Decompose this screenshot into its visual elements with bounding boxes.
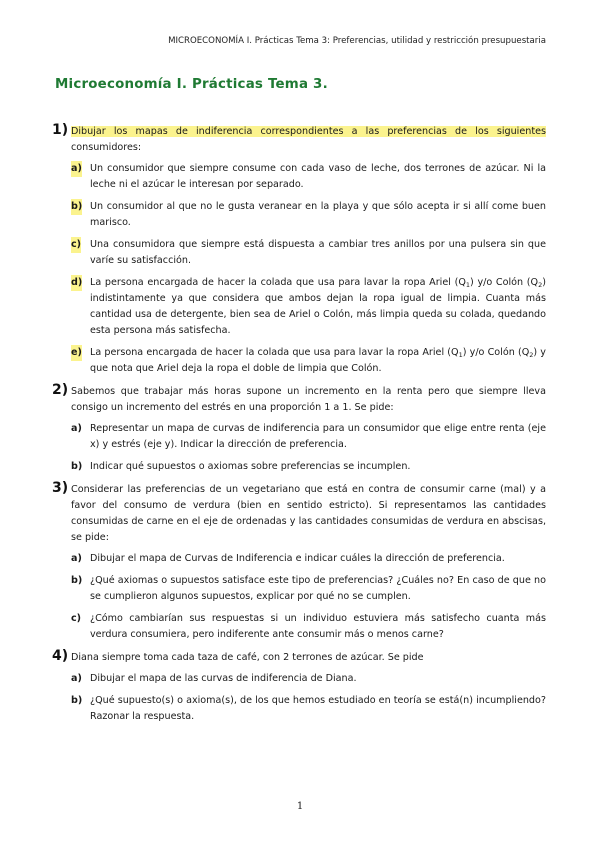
subquestion-label: b) [71,695,83,706]
subquestion-text: ¿Qué axiomas o supuestos satisface este tipo de preferencias? ¿Cuáles no? En caso de que no se cumplieron algunos supuestos, explicar por qué no se cumplen. [90,575,546,602]
question-1 [52,124,546,377]
question-number: 2) [52,382,69,398]
text-fragment: ) indistintamente ya que considera que ambos dejan la ropa igual de limpia. Cuanta más cantidad usa de detergente, bien sea de Ariel o Colón, más limpia queda su colada, quedando esta persona más satisfecha. [90,277,546,336]
page-title: Microeconomía I. Prácticas Tema 3. [55,77,328,92]
subquestion-3c [71,611,546,643]
subquestion-text: ¿Qué supuesto(s) o axioma(s), de los que hemos estudiado en teoría se está(n) incumpliendo? Razonar la respuesta. [90,695,546,722]
subquestion-1e [71,345,546,377]
question-text-rest: consumidores: [71,142,142,153]
running-header: MICROECONOMÍA I. Prácticas Tema 3: Preferencias, utilidad y restricción presupuestaria [168,36,546,46]
subquestion-text: Representar un mapa de curvas de indiferencia para un consumidor que elige entre renta (eje x) y estrés (eje y). Indicar la dirección de preferencia. [90,423,546,450]
subquestion-label: e) [71,345,82,361]
subscript: 2 [529,351,534,359]
subquestion-3a [71,551,546,567]
subquestion-text: ¿Cómo cambiarían sus respuestas si un individuo estuviera más satisfecho cuanta más verdura consumiera, pero indiferente ante consumir más o menos carne? [90,613,546,640]
text-fragment: ) y/o Colón (Q [462,347,530,358]
subquestion-text: Dibujar el mapa de las curvas de indiferencia de Diana. [90,673,357,684]
subquestion-label: c) [71,613,82,624]
subquestion-1d [71,275,546,339]
page-number: 1 [296,801,304,812]
text-fragment: ) y/o Colón (Q [470,277,539,288]
subquestion-text [90,275,546,339]
exercise-list [52,124,546,732]
question-number: 1) [52,122,69,138]
subquestion-1b [71,199,546,231]
subquestion-text [90,345,546,377]
subscript: 1 [458,351,463,359]
text-fragment: ) y que nota que Ariel deja la ropa el doble de limpia que Colón. [90,347,546,374]
question-text: Sabemos que trabajar más horas supone un incremento en la renta pero que siempre lleva consigo un incremento del estrés en una proporción 1 a 1. Se pide: [71,386,546,413]
question-text: Considerar las preferencias de un vegetariano que está en contra de consumir carne (mal) y a favor del consumo de verdura (bien en sentido estricto). Si representamos las cantidades consumidas de carne en el eje de ordenadas y las cantidades consumidas de verdura en abscisas, se pide: [71,484,546,543]
subquestion-label: c) [71,237,81,253]
subquestion-4a [71,671,546,687]
subscript: 2 [538,281,543,289]
question-3 [52,482,546,643]
question-text [71,124,546,156]
subquestion-text: Indicar qué supuestos o axiomas sobre preferencias se incumplen. [90,461,411,472]
subquestion-text: Dibujar el mapa de Curvas de Indiferencia e indicar cuáles la dirección de preferencia. [90,553,505,564]
subquestion-2b [71,459,546,475]
subquestion-label: b) [71,199,82,215]
subquestion-3b [71,573,546,605]
subquestion-text: Un consumidor al que no le gusta veranear en la playa y que sólo acepta ir si allí come buen marisco. [90,201,546,228]
question-4 [52,650,546,725]
subquestion-4b [71,693,546,725]
subquestion-label: d) [71,275,82,291]
text-fragment: La persona encargada de hacer la colada que usa para lavar la ropa Ariel (Q [90,347,459,358]
subquestion-2a [71,421,546,453]
question-number: 3) [52,480,69,496]
subquestion-label: a) [71,423,82,434]
subquestion-label: a) [71,673,82,684]
subscript: 1 [465,281,471,289]
subquestion-text: Una consumidora que siempre está dispuesta a cambiar tres anillos por una pulsera sin que varíe su satisfacción. [90,239,546,266]
question-2 [52,384,546,475]
subquestion-label: b) [71,461,83,472]
highlighted-text: Dibujar los mapas de indiferencia correspondientes a las preferencias de los siguientes [71,126,546,137]
question-text: Diana siempre toma cada taza de café, con 2 terrones de azúcar. Se pide [71,652,424,663]
subquestion-text: Un consumidor que siempre consume con cada vaso de leche, dos terrones de azúcar. Ni la leche ni el azúcar le interesan por separado. [90,163,546,190]
subquestion-label: a) [71,553,82,564]
subquestion-label: a) [71,161,82,177]
question-number: 4) [52,648,69,664]
subquestion-1a [71,161,546,193]
text-fragment: La persona encargada de hacer la colada que usa para lavar la ropa Ariel (Q [90,277,466,288]
subquestion-label: b) [71,575,83,586]
subquestion-1c [71,237,546,269]
